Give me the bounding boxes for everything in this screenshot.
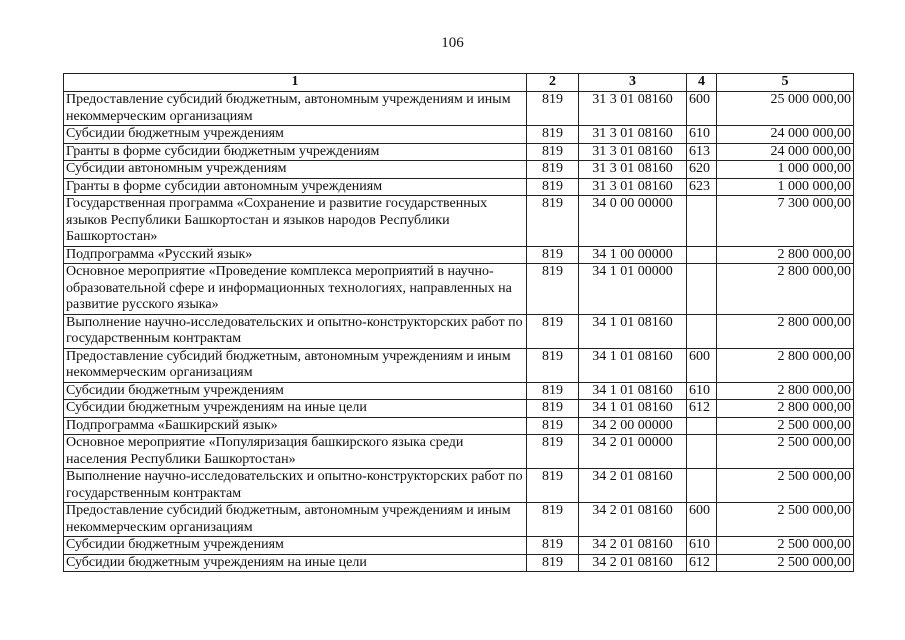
expense-type-code: 600 <box>687 348 717 382</box>
table-body <box>64 92 854 572</box>
item-name: Предоставление субсидий бюджетным, автономным учреждениям и иным некоммерческим организациям <box>64 348 527 382</box>
amount: 2 800 000,00 <box>717 400 854 418</box>
table-row <box>64 196 854 247</box>
amount: 1 000 000,00 <box>717 161 854 179</box>
amount: 2 500 000,00 <box>717 554 854 572</box>
amount: 1 000 000,00 <box>717 178 854 196</box>
expense-type-code <box>687 246 717 264</box>
item-name: Субсидии бюджетным учреждениям на иные цели <box>64 400 527 418</box>
target-article-code: 31 3 01 08160 <box>579 178 687 196</box>
target-article-code: 34 1 00 00000 <box>579 246 687 264</box>
item-name: Субсидии бюджетным учреждениям <box>64 382 527 400</box>
table-row <box>64 314 854 348</box>
item-name: Субсидии бюджетным учреждениям <box>64 537 527 555</box>
ministry-code: 819 <box>527 348 579 382</box>
ministry-code: 819 <box>527 196 579 247</box>
header-col-3: 3 <box>579 74 687 92</box>
header-col-2: 2 <box>527 74 579 92</box>
item-name: Субсидии бюджетным учреждениям <box>64 126 527 144</box>
page-number: 106 <box>441 35 464 51</box>
item-name: Выполнение научно-исследовательских и опытно-конструкторских работ по государственным контрактам <box>64 314 527 348</box>
amount: 2 800 000,00 <box>717 314 854 348</box>
target-article-code: 31 3 01 08160 <box>579 161 687 179</box>
target-article-code: 34 1 01 08160 <box>579 348 687 382</box>
header-col-5: 5 <box>717 74 854 92</box>
ministry-code: 819 <box>527 143 579 161</box>
table-row <box>64 161 854 179</box>
item-name: Основное мероприятие «Проведение комплекса мероприятий в научно-образовательной сфере и информационных технологиях, направленных на развитие русского языка» <box>64 264 527 315</box>
amount: 24 000 000,00 <box>717 126 854 144</box>
item-name: Гранты в форме субсидии автономным учреждениям <box>64 178 527 196</box>
table-row <box>64 469 854 503</box>
ministry-code: 819 <box>527 126 579 144</box>
amount: 2 800 000,00 <box>717 382 854 400</box>
item-name: Субсидии автономным учреждениям <box>64 161 527 179</box>
ministry-code: 819 <box>527 435 579 469</box>
expense-type-code: 610 <box>687 126 717 144</box>
ministry-code: 819 <box>527 178 579 196</box>
ministry-code: 819 <box>527 503 579 537</box>
item-name: Гранты в форме субсидии бюджетным учреждениям <box>64 143 527 161</box>
target-article-code: 31 3 01 08160 <box>579 143 687 161</box>
amount: 7 300 000,00 <box>717 196 854 247</box>
ministry-code: 819 <box>527 537 579 555</box>
expense-type-code: 613 <box>687 143 717 161</box>
table-header <box>64 74 854 92</box>
table-row <box>64 92 854 126</box>
ministry-code: 819 <box>527 314 579 348</box>
table-row <box>64 382 854 400</box>
target-article-code: 34 2 00 00000 <box>579 417 687 435</box>
target-article-code: 34 2 01 00000 <box>579 435 687 469</box>
target-article-code: 34 2 01 08160 <box>579 503 687 537</box>
table-row <box>64 178 854 196</box>
budget-table <box>63 73 854 572</box>
expense-type-code <box>687 264 717 315</box>
ministry-code: 819 <box>527 554 579 572</box>
amount: 25 000 000,00 <box>717 92 854 126</box>
target-article-code: 34 2 01 08160 <box>579 469 687 503</box>
expense-type-code <box>687 314 717 348</box>
amount: 2 500 000,00 <box>717 435 854 469</box>
item-name: Государственная программа «Сохранение и развитие государственных языков Республики Башкортостан и языков народов Республики Башкортостан» <box>64 196 527 247</box>
item-name: Выполнение научно-исследовательских и опытно-конструкторских работ по государственным контрактам <box>64 469 527 503</box>
table-row <box>64 400 854 418</box>
target-article-code: 31 3 01 08160 <box>579 92 687 126</box>
table-row <box>64 417 854 435</box>
item-name: Подпрограмма «Башкирский язык» <box>64 417 527 435</box>
expense-type-code: 623 <box>687 178 717 196</box>
amount: 2 500 000,00 <box>717 469 854 503</box>
item-name: Подпрограмма «Русский язык» <box>64 246 527 264</box>
table-row <box>64 126 854 144</box>
expense-type-code: 620 <box>687 161 717 179</box>
expense-type-code <box>687 469 717 503</box>
item-name: Субсидии бюджетным учреждениям на иные цели <box>64 554 527 572</box>
table-row <box>64 554 854 572</box>
expense-type-code <box>687 196 717 247</box>
header-col-4: 4 <box>687 74 717 92</box>
table-row <box>64 435 854 469</box>
ministry-code: 819 <box>527 92 579 126</box>
amount: 2 800 000,00 <box>717 348 854 382</box>
expense-type-code <box>687 417 717 435</box>
ministry-code: 819 <box>527 400 579 418</box>
target-article-code: 34 1 01 08160 <box>579 382 687 400</box>
ministry-code: 819 <box>527 264 579 315</box>
ministry-code: 819 <box>527 246 579 264</box>
target-article-code: 34 1 01 00000 <box>579 264 687 315</box>
amount: 2 800 000,00 <box>717 264 854 315</box>
target-article-code: 34 1 01 08160 <box>579 400 687 418</box>
amount: 2 500 000,00 <box>717 417 854 435</box>
expense-type-code: 612 <box>687 400 717 418</box>
table-row <box>64 246 854 264</box>
item-name: Предоставление субсидий бюджетным, автономным учреждениям и иным некоммерческим организациям <box>64 92 527 126</box>
amount: 2 800 000,00 <box>717 246 854 264</box>
expense-type-code: 610 <box>687 382 717 400</box>
ministry-code: 819 <box>527 417 579 435</box>
header-col-1: 1 <box>64 74 527 92</box>
expense-type-code: 600 <box>687 503 717 537</box>
ministry-code: 819 <box>527 469 579 503</box>
ministry-code: 819 <box>527 382 579 400</box>
table-row <box>64 503 854 537</box>
target-article-code: 31 3 01 08160 <box>579 126 687 144</box>
amount: 24 000 000,00 <box>717 143 854 161</box>
amount: 2 500 000,00 <box>717 537 854 555</box>
expense-type-code: 612 <box>687 554 717 572</box>
expense-type-code <box>687 435 717 469</box>
amount: 2 500 000,00 <box>717 503 854 537</box>
ministry-code: 819 <box>527 161 579 179</box>
table-row <box>64 537 854 555</box>
expense-type-code: 600 <box>687 92 717 126</box>
table-row <box>64 348 854 382</box>
target-article-code: 34 1 01 08160 <box>579 314 687 348</box>
target-article-code: 34 0 00 00000 <box>579 196 687 247</box>
table-row <box>64 264 854 315</box>
item-name: Основное мероприятие «Популяризация башкирского языка среди населения Республики Башкортостан» <box>64 435 527 469</box>
table-row <box>64 143 854 161</box>
target-article-code: 34 2 01 08160 <box>579 537 687 555</box>
item-name: Предоставление субсидий бюджетным, автономным учреждениям и иным некоммерческим организациям <box>64 503 527 537</box>
target-article-code: 34 2 01 08160 <box>579 554 687 572</box>
expense-type-code: 610 <box>687 537 717 555</box>
header-row <box>64 74 854 92</box>
